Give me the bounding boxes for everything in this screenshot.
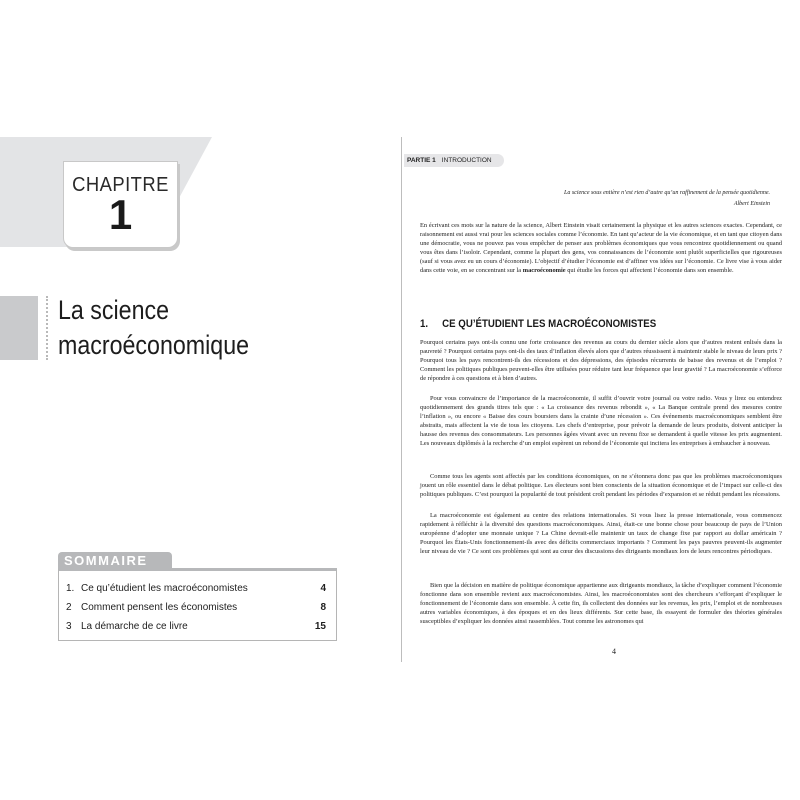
intro-text: En écrivant ces mots sur la nature de la science, Albert Einstein visait certainement la physique et les autres sciences exactes. Cependant, ce raisonnement est aussi vrai pour les sciences sociales comme l’économie. En tant qu’acteur de la vie économique, et en tant que citoyen dans une démocratie, vous ne pouvez pas vous empêcher de penser aux problèmes économiques que vous rencontrez quotidiennement ou quand vous êtes dans l’isoloir. Cependant, comme la plupart des gens, vos connaissances de l’économie sont plutôt superficielles que rigoureuses (sauf si vous avez eu un cours d’économie). L’objectif d’étudier l’économie est d’affiner vos idées sur l’économie. Ce livre vise à vous aider dans cette voie, en se concentrant sur la [420, 222, 782, 275]
sommaire-heading: SOMMAIRE [58, 552, 172, 568]
intro-bold-term: macroéconomie [522, 267, 566, 275]
chapter-box [63, 161, 178, 248]
paragraph-4: La macroéconomie est également au centre des relations internationales. Si vous lisez la presse internationale, vous commencez rapidement à réfléchir à la diversité des questions macroéconomiques. Ainsi, était-ce une bonne chose pour beaucoup de pays de l’Union européenne d’adopter une monnaie unique ? La Chine devrait-elle maintenir un taux de change fixe par rapport au dollar américain ? Pourquoi les États-Unis fonctionnement-ils avec des déficits commerciaux importants ? Comment les pays pauvres peuvent-ils augmenter leur niveau de vie ? Ce sont ces problèmes qui sont au cœur des discussions des dirigeants mondiaux lors de leurs rencontres périodiques. [420, 512, 782, 556]
chapter-title [58, 293, 249, 363]
section-title: CE QU’ÉTUDIENT LES MACROÉCONOMISTES [442, 318, 657, 330]
sommaire-item[interactable] [66, 617, 326, 636]
book-spine [401, 137, 402, 662]
sommaire-list [58, 568, 337, 641]
sommaire-item[interactable] [66, 579, 326, 598]
sommaire-item-page: 8 [320, 602, 326, 613]
section-heading [420, 318, 656, 330]
sommaire-item-page: 4 [320, 583, 326, 594]
epigraph-text: La science sous entière n’est rien d’autre qu’un raffinement de la pensée quotidienne. [563, 190, 770, 196]
sommaire-item-number: 1. [66, 583, 75, 594]
sommaire-item-label: Ce qu’étudient les macroéconomistes [81, 583, 248, 594]
epigraph-author: Albert Einstein [733, 201, 770, 207]
chapter-title-line2: macroéconomique [58, 330, 250, 360]
chapter-title-line1: La science [58, 295, 170, 325]
sommaire-item-label: Comment pensent les économistes [81, 602, 238, 613]
sommaire-item-page: 15 [314, 621, 326, 632]
running-header [404, 154, 504, 167]
sommaire-item-label: La démarche de ce livre [81, 621, 188, 632]
paragraph-2: Pour vous convaincre de l’importance de la macroéconomie, il suffit d’ouvrir votre journal ou votre radio. Vous y lirez ou entendrez quotidiennement des grands titres tels que : « La croissance des revenus rebondit », « La Banque centrale prend des mesures contre l’inflation », ou encore « Baisse des cours boursiers dans la crainte d’une récession ». Ces événements macroéconomiques semblent être abstraits, mais affectent la vie de tous les citoyens. Les chefs d’entreprise, pour prévoir la demande de leurs produits, doivent anticiper la hausse des revenus des consommateurs. Les personnes âgées vivant avec un revenu fixe se demandent à quelle vitesse les prix augmentent. Les nouveaux diplômés à la recherche d’un emploi espèrent un rebond de l’économie qui incitera les entreprises à embaucher à nouveau. [420, 395, 782, 448]
partie-label: PARTIE 1 [407, 157, 436, 164]
chapter-number: 1 [108, 191, 133, 238]
title-bar [0, 296, 38, 360]
sommaire-item-number: 2 [66, 602, 72, 613]
paragraph-5: Bien que la décision en matière de politique économique appartienne aux dirigeants mondiaux, la tâche d’expliquer comment l’économie fonctionne dans son ensemble revient aux macroéconomistes. Ainsi, les macroéconomistes sont des chercheurs s’efforçant d’expliquer le fonctionnement de l’économie dans son ensemble. À cette fin, ils collectent des données sur les revenus, les prix, l’emploi et de nombreuses autres variables économiques, à des époques et en des lieux différents. Sur cette base, ils essayent de formuler des théories générales susceptibles d’expliquer les données ainsi rassemblées. Tout comme les astronomes qui [420, 582, 782, 626]
partie-tab [404, 154, 504, 167]
section-number: 1. [420, 318, 429, 330]
paragraph-3: Comme tous les agents sont affectés par les conditions économiques, on ne s’étonnera donc pas que les problèmes macroéconomiques jouent un rôle essentiel dans le débat politique. Les électeurs sont bien conscients de la situation économique et de l’impact sur celle-ci des politiques publiques. C’est pourquoi la popularité de tout président croît pendant les périodes d’expansion et se réduit pendant les récessions. [420, 473, 782, 499]
title-dotted-rule [46, 296, 48, 360]
intro-text-end: qui étudie les forces qui affectent l’économie dans son ensemble. [567, 267, 734, 275]
epigraph [420, 188, 770, 210]
intro-paragraph [420, 221, 782, 276]
sommaire-box [58, 552, 337, 641]
partie-title: INTRODUCTION [441, 157, 492, 164]
sommaire-item[interactable] [66, 598, 326, 617]
sommaire-item-number: 3 [66, 621, 72, 632]
paragraph-1: Pourquoi certains pays ont-ils connu une forte croissance des revenus au cours du dernier siècle alors que d’autres restent enlisés dans la pauvreté ? Pourquoi certains pays ont-ils des taux d’inflation élevés alors que d’autres réussissent à maintenir stable le niveau de leurs prix ? Pourquoi tous les pays rencontrent-ils des récessions et des dépressions, des épisodes récurrents de baisse des revenus et de l’emploi ? Comment les politiques publiques peuvent-elles être utilisées pour réduire tant leur fréquence que leur gravité ? La macroéconomie s’efforce de répondre à ces questions et à bien d’autres. [420, 339, 782, 383]
page-number: 4 [612, 647, 616, 656]
chapter-label: CHAPITRE [72, 174, 169, 196]
